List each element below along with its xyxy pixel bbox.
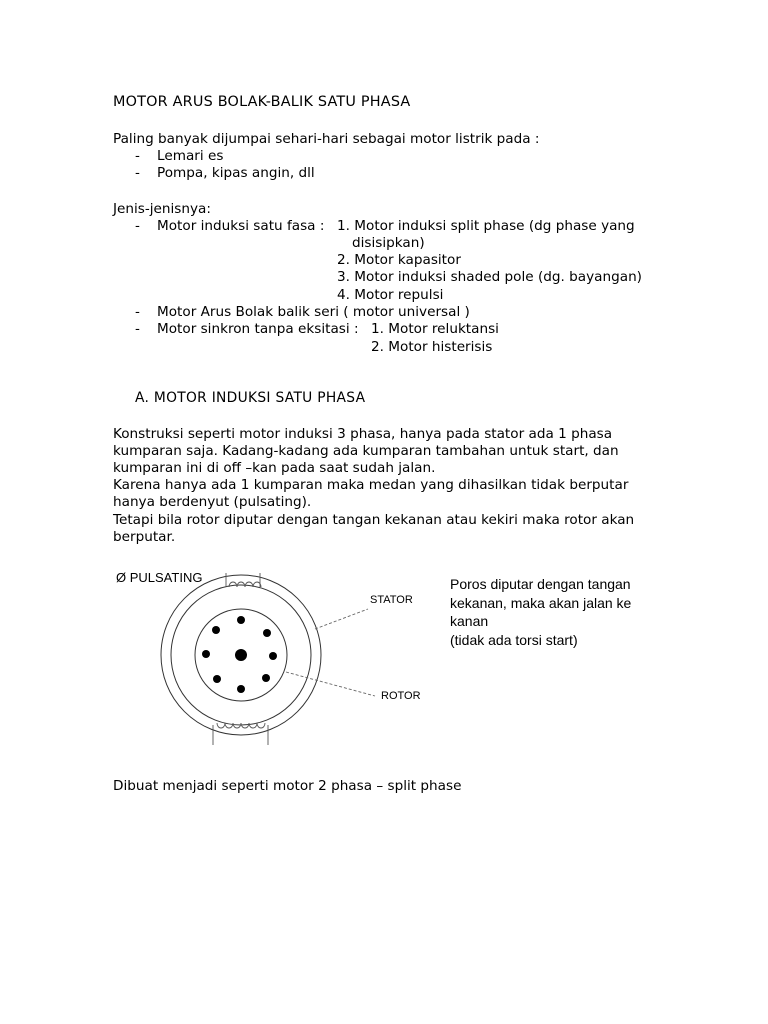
sinkron-item: 1. Motor reluktansi <box>371 321 499 337</box>
paragraph-line: kumparan ini di off –kan pada saat sudah jalan. <box>113 460 436 476</box>
paragraph-line: Konstruksi seperti motor induksi 3 phasa, hanya pada stator ada 1 phasa <box>113 426 613 442</box>
types-heading: Jenis-jenisnya: <box>113 201 211 217</box>
pulsating-label: Ø PULSATING <box>116 570 203 585</box>
rotor-bar <box>237 616 245 624</box>
induksi-item: 3. Motor induksi shaded pole (dg. bayangan) <box>337 269 642 285</box>
bottom-coil-icon <box>213 723 268 745</box>
paragraph-line: berputar. <box>113 529 176 545</box>
induksi-item: disisipkan) <box>352 235 425 251</box>
seri-item: Motor Arus Bolak balik seri ( motor universal ) <box>157 304 470 320</box>
rotor-bar <box>237 685 245 693</box>
induksi-item: 2. Motor kapasitor <box>337 252 461 268</box>
induksi-item: 4. Motor repulsi <box>337 287 444 303</box>
sinkron-label: Motor sinkron tanpa eksitasi : <box>157 321 359 337</box>
paragraph-line: kumparan saja. Kadang-kadang ada kumparan tambahan untuk start, dan <box>113 443 619 459</box>
motor-diagram <box>110 565 440 750</box>
sinkron-item: 2. Motor histerisis <box>371 339 493 355</box>
shaft-dot <box>235 649 247 661</box>
induksi-item: 1. Motor induksi split phase (dg phase yang <box>337 218 635 234</box>
rotor-bar <box>212 626 220 634</box>
paragraph-line: Tetapi bila rotor diputar dengan tangan kekanan atau kekiri maka rotor akan <box>113 512 635 528</box>
stator-leader-line <box>315 609 368 629</box>
note-line: kekanan, maka akan jalan ke <box>450 594 632 611</box>
rotor-bar <box>262 674 270 682</box>
paragraph-line: Karena hanya ada 1 kumparan maka medan yang dihasilkan tidak berputar <box>113 477 629 493</box>
rotor-bar <box>263 629 271 637</box>
bullet-dash: - <box>135 304 140 320</box>
note-line: kanan <box>450 613 489 629</box>
note-line: (tidak ada torsi start) <box>450 631 578 648</box>
intro-text: Paling banyak dijumpai sehari-hari sebagai motor listrik pada : <box>113 131 540 147</box>
note-line: Poros diputar dengan tangan <box>450 576 631 592</box>
bullet-dash: - <box>135 165 140 181</box>
rotor-bar <box>202 650 210 658</box>
bullet-dash: - <box>135 321 140 337</box>
intro-item: Lemari es <box>157 148 224 164</box>
induksi-label: Motor induksi satu fasa : <box>157 218 325 234</box>
paragraph-line: hanya berdenyut (pulsating). <box>113 494 312 510</box>
rotor-leader-line <box>286 672 375 696</box>
bullet-dash: - <box>135 218 140 234</box>
rotor-bar <box>269 652 277 660</box>
intro-item: Pompa, kipas angin, dll <box>157 165 315 181</box>
page-title: MOTOR ARUS BOLAK-BALIK SATU PHASA <box>113 94 411 110</box>
closing-text: Dibuat menjadi seperti motor 2 phasa – split phase <box>113 778 462 794</box>
bullet-dash: - <box>135 148 140 164</box>
rotor-bar <box>213 675 221 683</box>
figure-note <box>450 575 665 649</box>
stator-label: STATOR <box>370 594 413 606</box>
section-heading: A. MOTOR INDUKSI SATU PHASA <box>135 390 366 406</box>
rotor-label: ROTOR <box>381 690 421 702</box>
